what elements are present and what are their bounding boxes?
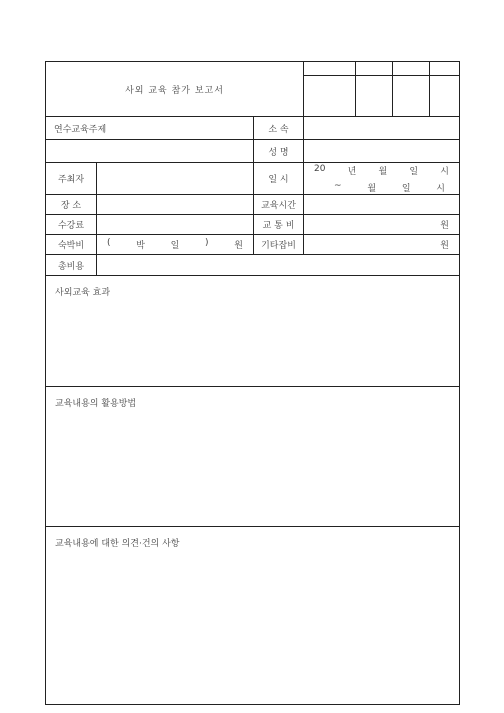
affiliation-label: 소 속 xyxy=(254,117,304,140)
date-year-prefix: 20 xyxy=(314,163,326,174)
misc-field[interactable] xyxy=(304,235,460,255)
datetime-field[interactable] xyxy=(304,163,460,195)
date-hour-unit: 시 xyxy=(440,166,449,177)
approval-header-cell-2 xyxy=(356,62,393,76)
topic-label: 연수교육주제 xyxy=(46,117,254,140)
tuition-field[interactable] xyxy=(97,215,254,235)
place-field[interactable] xyxy=(97,195,254,215)
edu-hours-field[interactable] xyxy=(304,195,460,215)
misc-unit: 원 xyxy=(440,241,449,251)
date-end-month-unit: 월 xyxy=(367,183,377,194)
lodging-nights-unit: 박 xyxy=(136,241,145,251)
opinion-section-label: 교육내용에 대한 의견·건의 사항 xyxy=(55,539,180,549)
usage-section[interactable] xyxy=(46,387,460,527)
page-title: 사외 교육 참가 보고서 xyxy=(46,62,304,117)
total-field[interactable] xyxy=(97,255,460,276)
lodging-label: 숙박비 xyxy=(46,235,97,255)
total-label: 총비용 xyxy=(46,255,97,276)
approval-header-cell-3 xyxy=(393,62,430,76)
date-end-line xyxy=(304,181,459,194)
approval-header-cell-1 xyxy=(304,62,356,76)
approval-sign-cell-4[interactable] xyxy=(430,76,460,117)
effect-section[interactable] xyxy=(46,276,460,387)
approval-sign-cell-2[interactable] xyxy=(356,76,393,117)
place-label: 장 소 xyxy=(46,195,97,215)
opinion-section[interactable] xyxy=(46,527,460,705)
date-year-unit: 년 xyxy=(347,166,357,177)
transport-label: 교 통 비 xyxy=(254,215,304,235)
date-end-day-unit: 일 xyxy=(401,183,411,194)
topic-field[interactable] xyxy=(46,140,254,163)
affiliation-field[interactable] xyxy=(304,117,460,140)
tuition-label: 수강료 xyxy=(46,215,97,235)
misc-label: 기타잡비 xyxy=(254,235,304,255)
usage-section-label: 교육내용의 활용방법 xyxy=(55,399,137,409)
name-label: 성 명 xyxy=(254,140,304,163)
effect-section-label: 사외교육 효과 xyxy=(55,288,111,298)
datetime-label: 일 시 xyxy=(254,163,304,195)
date-day-unit: 일 xyxy=(409,166,419,177)
lodging-close-paren: ) xyxy=(205,238,209,248)
approval-header-cell-4 xyxy=(430,62,460,76)
date-range-tilde: ~ xyxy=(334,180,342,191)
name-field[interactable] xyxy=(304,140,460,163)
transport-unit: 원 xyxy=(440,221,449,231)
lodging-open-paren: ( xyxy=(107,238,111,248)
date-month-unit: 월 xyxy=(378,166,388,177)
approval-sign-cell-3[interactable] xyxy=(393,76,430,117)
lodging-detail xyxy=(97,238,253,251)
lodging-days-unit: 일 xyxy=(170,241,180,251)
lodging-field[interactable] xyxy=(97,235,254,255)
approval-sign-cell-1[interactable] xyxy=(304,76,356,117)
report-form-table xyxy=(45,61,460,705)
date-start-line xyxy=(304,164,459,177)
date-end-hour-unit: 시 xyxy=(436,183,445,194)
edu-hours-label: 교육시간 xyxy=(254,195,304,215)
transport-field[interactable] xyxy=(304,215,460,235)
organizer-label: 주최자 xyxy=(46,163,97,195)
lodging-currency-unit: 원 xyxy=(234,241,243,251)
organizer-field[interactable] xyxy=(97,163,254,195)
